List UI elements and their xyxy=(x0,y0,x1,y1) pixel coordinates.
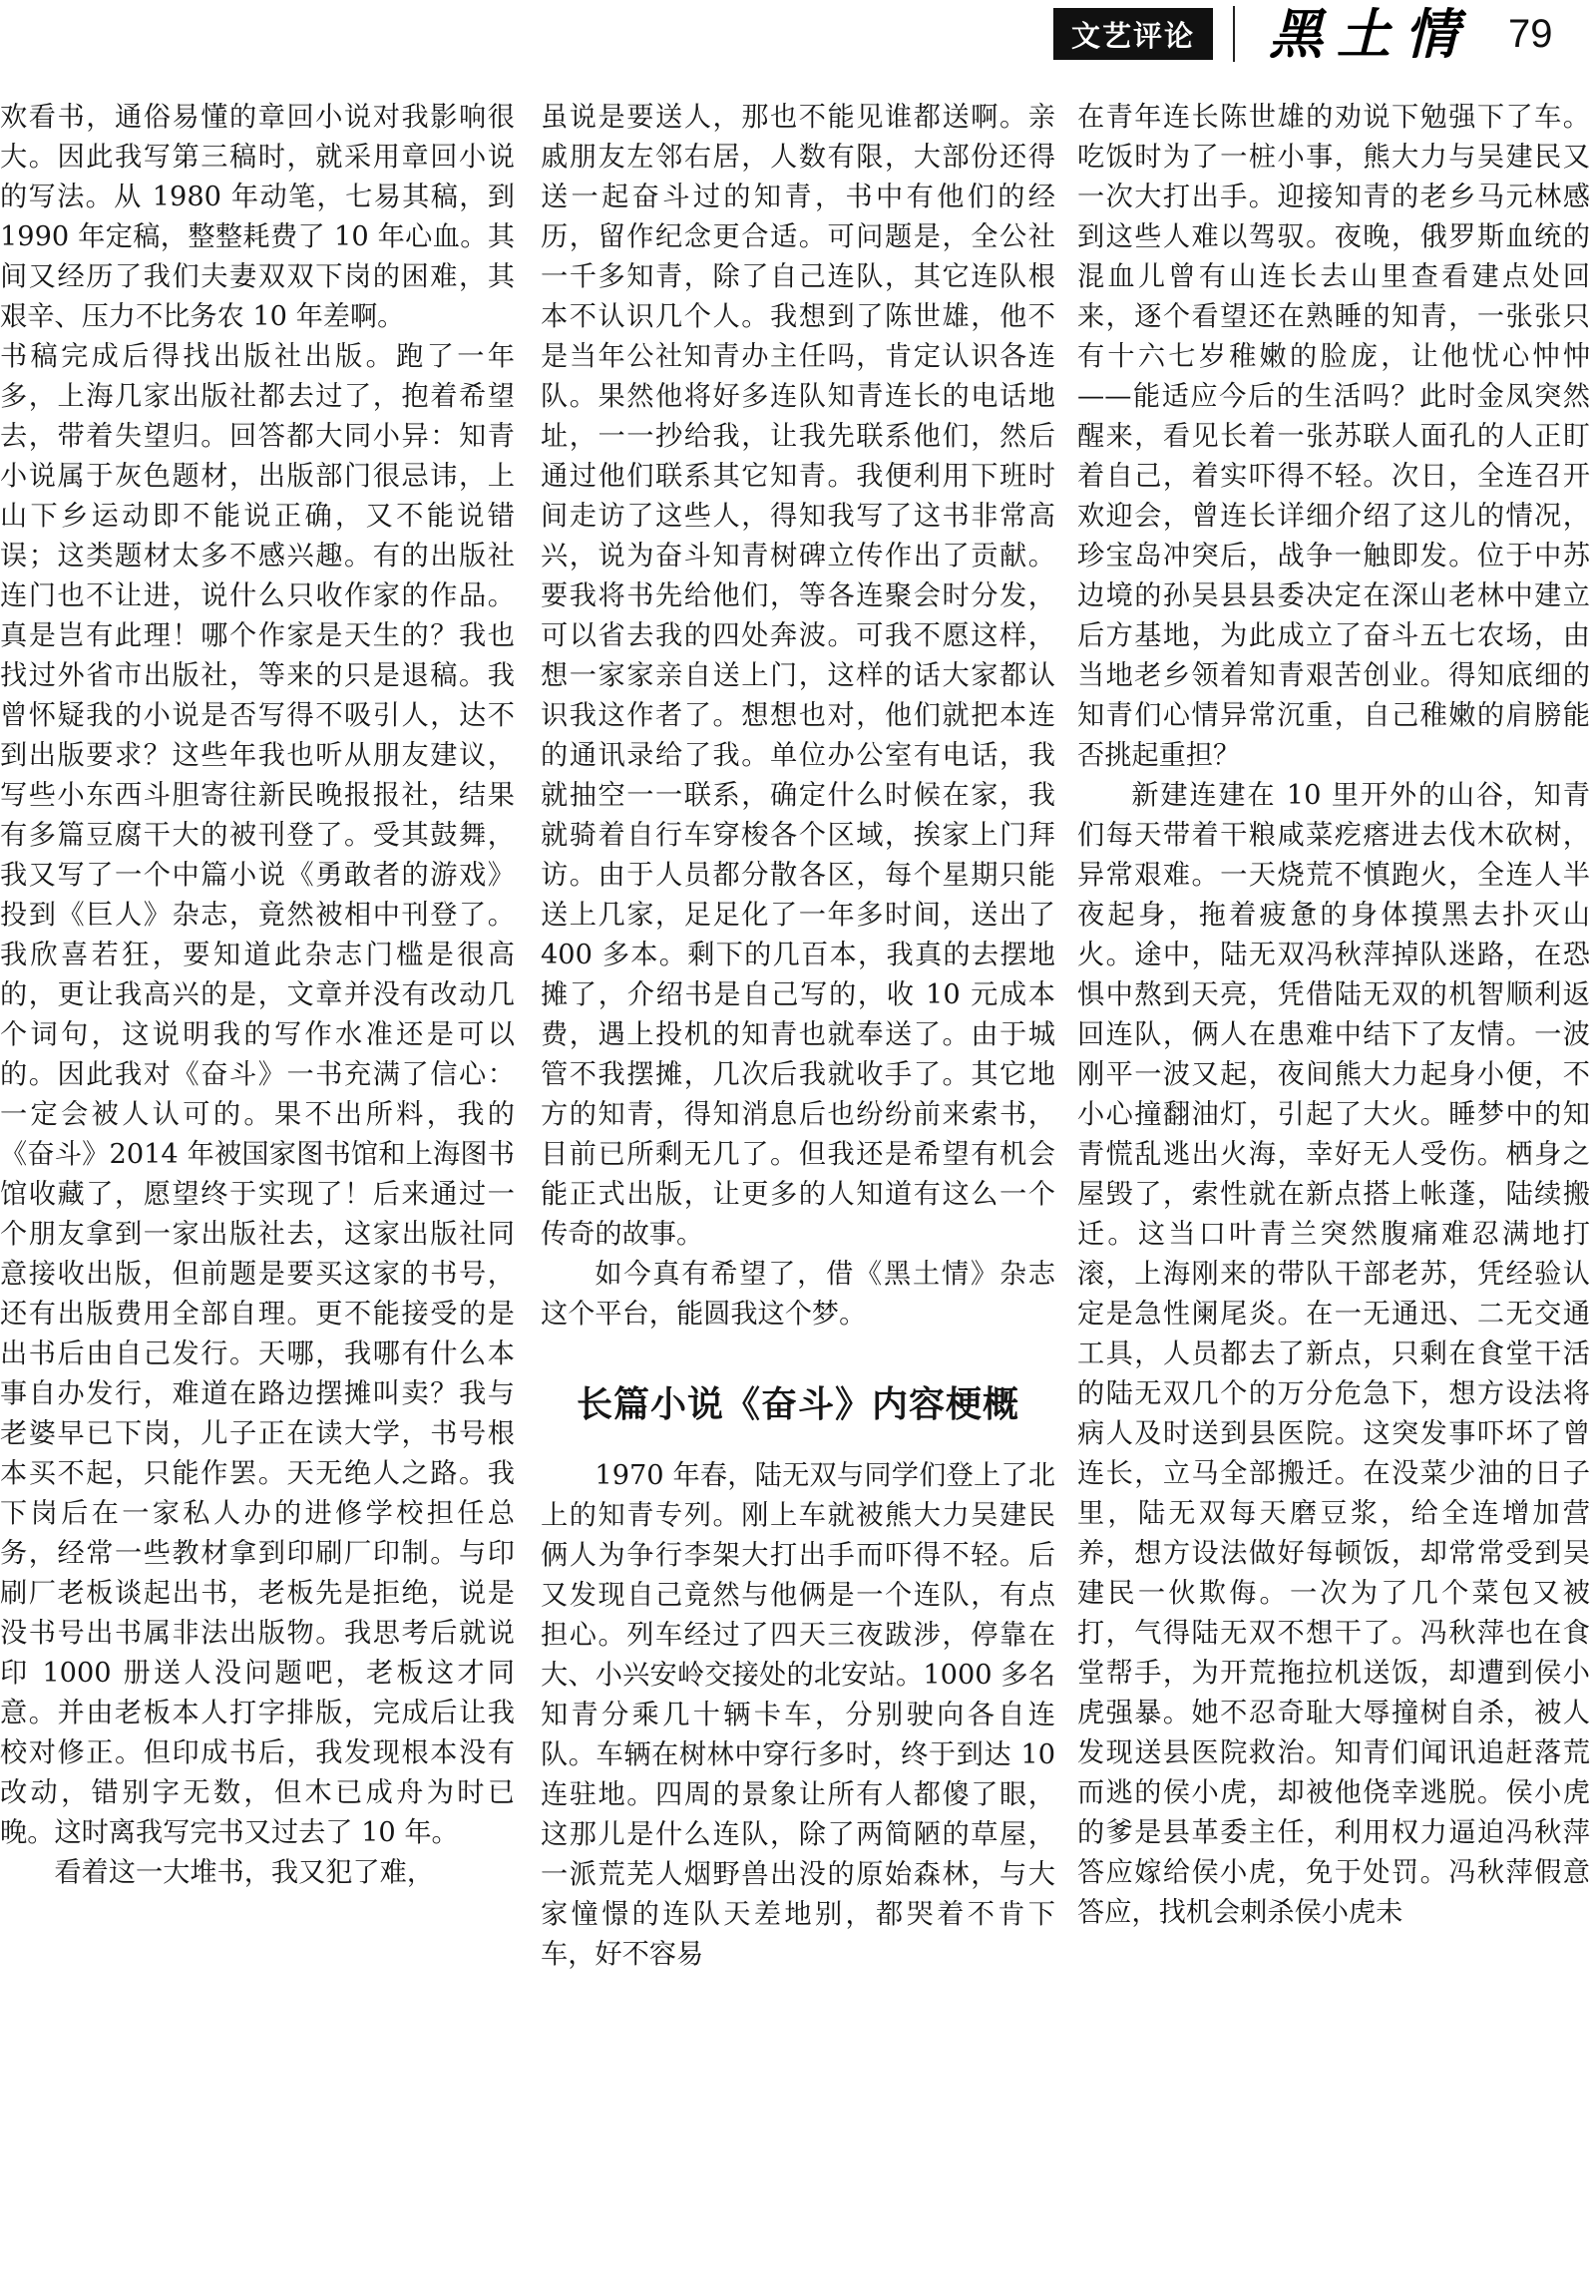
article-column-2 xyxy=(541,98,1055,1975)
article-column-1 xyxy=(0,98,515,1893)
magazine-logo: 黑土情 xyxy=(1269,2,1472,66)
section-badge: 文艺评论 xyxy=(1053,8,1213,60)
paragraph: 看着这一大堆书，我又犯了难， xyxy=(54,1857,435,1888)
paragraph: 虽说是要送人，那也不能见谁都送啊。亲戚朋友左邻右居，人数有限，大部份还得送一起奋斗过的知青，书中有他们的经历，留作纪念更合适。可问题是，全公社一千多知青，除了自己连队，其它连队根本不认识几个人。我想到了陈世雄，他不是当年公社知青办主任吗，肯定认识各连队。果然他将好多连队知青连长的电话地址，一一抄给我，让我先联系他们，然后通过他们联系其它知青。我便利用下班时间走访了这些人，得知我写了这书非常高兴，说为奋斗知青树碑立传作出了贡献。要我将书先给他们，等各连聚会时分发，可以省去我的四处奔波。可我不愿这样，想一家家亲自送上门，这样的话大家都认识我这作者了。想想也对，他们就把本连的通讯录给了我。单位办公室有电话，我就抽空一一联系，确定什么时候在家，我就骑着自行车穿梭各个区域，挨家上门拜访。由于人员都分散各区，每个星期只能送上几家，足足化了一年多时间，送出了 400 多本。剩下的几百本，我真的去摆地摊了，介绍书是自己写的，收 10 元成本费，遇上投机的知青也就奉送了。由于城管不我摆摊，几次后我就收手了。其它地方的知青，得知消息后也纷纷前来索书，目前已所剩无几了。但我还是希望有机会能正式出版，让更多的人知道有这么一个传奇的故事。 xyxy=(541,102,1055,1250)
paragraph: 书稿完成后得找出版社出版。跑了一年多，上海几家出版社都去过了，抱着希望去，带着失望归。回答都大同小异：知青小说属于灰色题材，出版部门很忌讳，上山下乡运动即不能说正确，又不能说错误；这类题材太多不感兴趣。有的出版社连门也不让进，说什么只收作家的作品。真是岂有此理！哪个作家是天生的？我也找过外省市出版社，等来的只是退稿。我曾怀疑我的小说是否写得不吸引人，达不到出版要求？这些年我也听从朋友建议，写些小东西斗胆寄往新民晚报报社，结果有多篇豆腐干大的被刊登了。受其鼓舞，我又写了一个中篇小说《勇敢者的游戏》投到《巨人》杂志，竟然被相中刊登了。我欣喜若狂，要知道此杂志门槛是很高的，更让我高兴的是，文章并没有改动几个词句，这说明我的写作水准还是可以的。因此我对《奋斗》一书充满了信心：一定会被人认可的。果不出所料，我的《奋斗》2014 年被国家图书馆和上海图书馆收藏了，愿望终于实现了！后来通过一个朋友拿到一家出版社去，这家出版社同意接收出版，但前题是要买这家的书号，还有出版费用全部自理。更不能接受的是出书后由自己发行。天哪，我哪有什么本事自办发行，难道在路边摆摊叫卖？我与老婆早已下岗，儿子正在读大学，书号根本买不起，只能作罢。天无绝人之路。我下岗后在一家私人办的进修学校担任总务，经常一些教材拿到印刷厂印制。与印刷厂老板谈起出书，老板先是拒绝，说是没书号出书属非法出版物。我思考后就说印 1000 册送人没问题吧，老板这才同意。并由老板本人打字排版，完成后让我校对修正。但印成书后，我发现根本没有改动，错别字无数，但木已成舟为时已晚。这时离我写完书又过去了 10 年。 xyxy=(0,341,515,1848)
paragraph: 在青年连长陈世雄的劝说下勉强下了车。吃饭时为了一桩小事，熊大力与吴建民又一次大打出手。迎接知青的老乡马元林感到这些人难以驾驭。夜晚，俄罗斯血统的混血儿曾有山连长去山里查看建点处回来，逐个看望还在熟睡的知青，一张张只有十六七岁稚嫩的脸庞，让他忧心忡忡——能适应今后的生活吗？此时金凤突然醒来，看见长着一张苏联人面孔的人正盯着自己，着实吓得不轻。次日，全连召开欢迎会，曾连长详细介绍了这儿的情况，珍宝岛冲突后，战争一触即发。位于中苏边境的孙吴县县委决定在深山老林中建立后方基地，为此成立了奋斗五七农场，由当地老乡领着知青艰苦创业。得知底细的知青们心情异常沉重，自己稚嫩的肩膀能否挑起重担？ xyxy=(1077,102,1590,771)
paragraph: 如今真有希望了，借《黑土情》杂志这个平台，能圆我这个梦。 xyxy=(541,1259,1055,1330)
header-divider xyxy=(1233,6,1235,62)
page-number: 79 xyxy=(1508,12,1553,56)
paragraph: 欢看书，通俗易懂的章回小说对我影响很大。因此我写第三稿时，就采用章回小说的写法。从 1980 年动笔，七易其稿，到 1990 年定稿，整整耗费了 10 年心血。其间又经历了我们夫妻双双下岗的困难，其艰辛、压力不比务农 10 年差啊。 xyxy=(0,102,515,332)
section-heading: 长篇小说《奋斗》内容梗概 xyxy=(576,1384,1019,1425)
page-header xyxy=(0,0,1596,78)
paragraph: 1970 年春，陆无双与同学们登上了北上的知青专列。刚上车就被熊大力吴建民俩人为争行李架大打出手而吓得不轻。后又发现自己竟然与他俩是一个连队，有点担心。列车经过了四天三夜跋涉，停靠在大、小兴安岭交接处的北安站。1000 多名知青分乘几十辆卡车，分别驶向各自连队。车辆在树林中穿行多时，终于到达 10 连驻地。四周的景象让所有人都傻了眼，这那儿是什么连队，除了两简陋的草屋，一派荒芜人烟野兽出没的原始森林，与大家憧憬的连队天差地别，都哭着不肯下车，好不容易 xyxy=(541,1460,1055,1970)
paragraph: 新建连建在 10 里开外的山谷，知青们每天带着干粮咸菜疙瘩进去伐木砍树，异常艰难。一天烧荒不慎跑火，全连人半夜起身，拖着疲惫的身体摸黑去扑灭山火。途中，陆无双冯秋萍掉队迷路，在恐惧中熬到天亮，凭借陆无双的机智顺利返回连队，俩人在患难中结下了友情。一波刚平一波又起，夜间熊大力起身小便，不小心撞翻油灯，引起了大火。睡梦中的知青慌乱逃出火海，幸好无人受伤。栖身之屋毁了，索性就在新点搭上帐蓬，陆续搬迁。这当口叶青兰突然腹痛难忍满地打滚，上海刚来的带队干部老苏，凭经验认定是急性阑尾炎。在一无通迅、二无交通工具，人员都去了新点，只剩在食堂干活的陆无双几个的万分危急下，想方设法将病人及时送到县医院。这突发事吓坏了曾连长，立马全部搬迁。在没菜少油的日子里，陆无双每天磨豆浆，给全连增加营养，想方设法做好每顿饭，却常常受到吴建民一伙欺侮。一次为了几个菜包又被打，气得陆无双不想干了。冯秋萍也在食堂帮手，为开荒拖拉机送饭，却遭到侯小虎强暴。她不忍奇耻大辱撞树自杀，被人发现送县医院救治。知青们闻讯追赶落荒而逃的侯小虎，却被他侥幸逃脱。侯小虎的爹是县革委主任，利用权力逼迫冯秋萍答应嫁给侯小虎，免于处罚。冯秋萍假意答应，找机会刺杀侯小虎未 xyxy=(1077,780,1590,1928)
article-column-3 xyxy=(1077,98,1590,1933)
